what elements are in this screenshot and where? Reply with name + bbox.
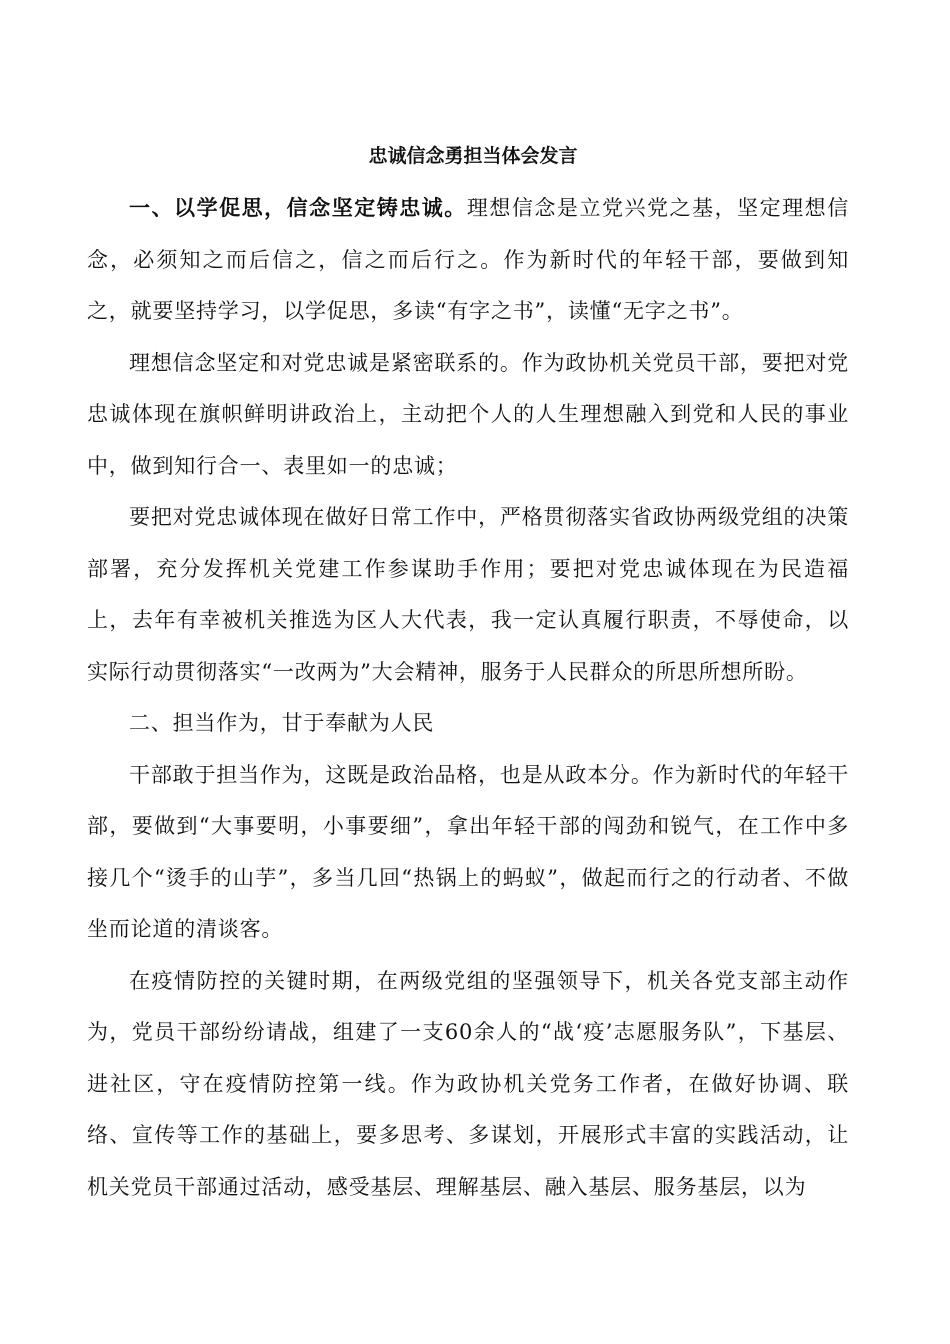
- body-paragraph-1: 理想信念坚定和对党忠诚是紧密联系的。作为政协机关党员干部，要把对党忠诚体现在旗帜鲜明讲政治上，主动把个人的人生理想融入到党和人民的事业中，做到知行合一、表里如一的忠诚；: [87, 350, 849, 478]
- body-paragraph-4: 在疫情防控的关键时期，在两级党组的坚强领导下，机关各党支部主动作为，党员干部纷纷请战，组建了一支60余人的“战‘疫’志愿服务队”，下基层、进社区，守在疫情防控第一线。作为政协机关党务工作者，在做好协调、联络、宣传等工作的基础上，要多思考、多谋划，开展形式丰富的实践活动，让机关党员干部通过活动，感受基层、理解基层、融入基层、服务基层，以为: [87, 968, 850, 1199]
- body-paragraph-2: 要把对党忠诚体现在做好日常工作中，严格贯彻落实省政协两级党组的决策部署，充分发挥机关党建工作参谋助手作用；要把对党忠诚体现在为民造福上，去年有幸被机关推选为区人大代表，我一定认真履行职责，不辱使命，以实际行动贯彻落实“一改两为”大会精神，服务于人民群众的所思所想所盼。: [87, 505, 849, 684]
- document-title: 忠诚信念勇担当体会发言: [368, 145, 578, 167]
- section-1-text: 理想信念是立党兴党之基，坚定理想信念，必须知之而后信之，信之而后行之。作为新时代的年轻干部，要做到知之，就要坚持学习，以学促思，多读“有字之书”，读懂“无字之书”。: [87, 196, 849, 323]
- document-page: [87, 130, 849, 1213]
- section-1-heading: 一、以学促思，信念坚定铸忠诚。: [129, 195, 467, 220]
- section-2-heading: 二、担当作为，甘于奉献为人民: [129, 711, 435, 735]
- section-1-paragraph: [87, 182, 849, 338]
- body-paragraph-3: 干部敢于担当作为，这既是政治品格，也是从政本分。作为新时代的年轻干部，要做到“大事要明，小事要细”，拿出年轻干部的闯劲和锐气，在工作中多接几个“烫手的山芋”，多当几回“热锅上的蚂蚁”，做起而行之的行动者、不做坐而论道的清谈客。: [87, 762, 849, 941]
